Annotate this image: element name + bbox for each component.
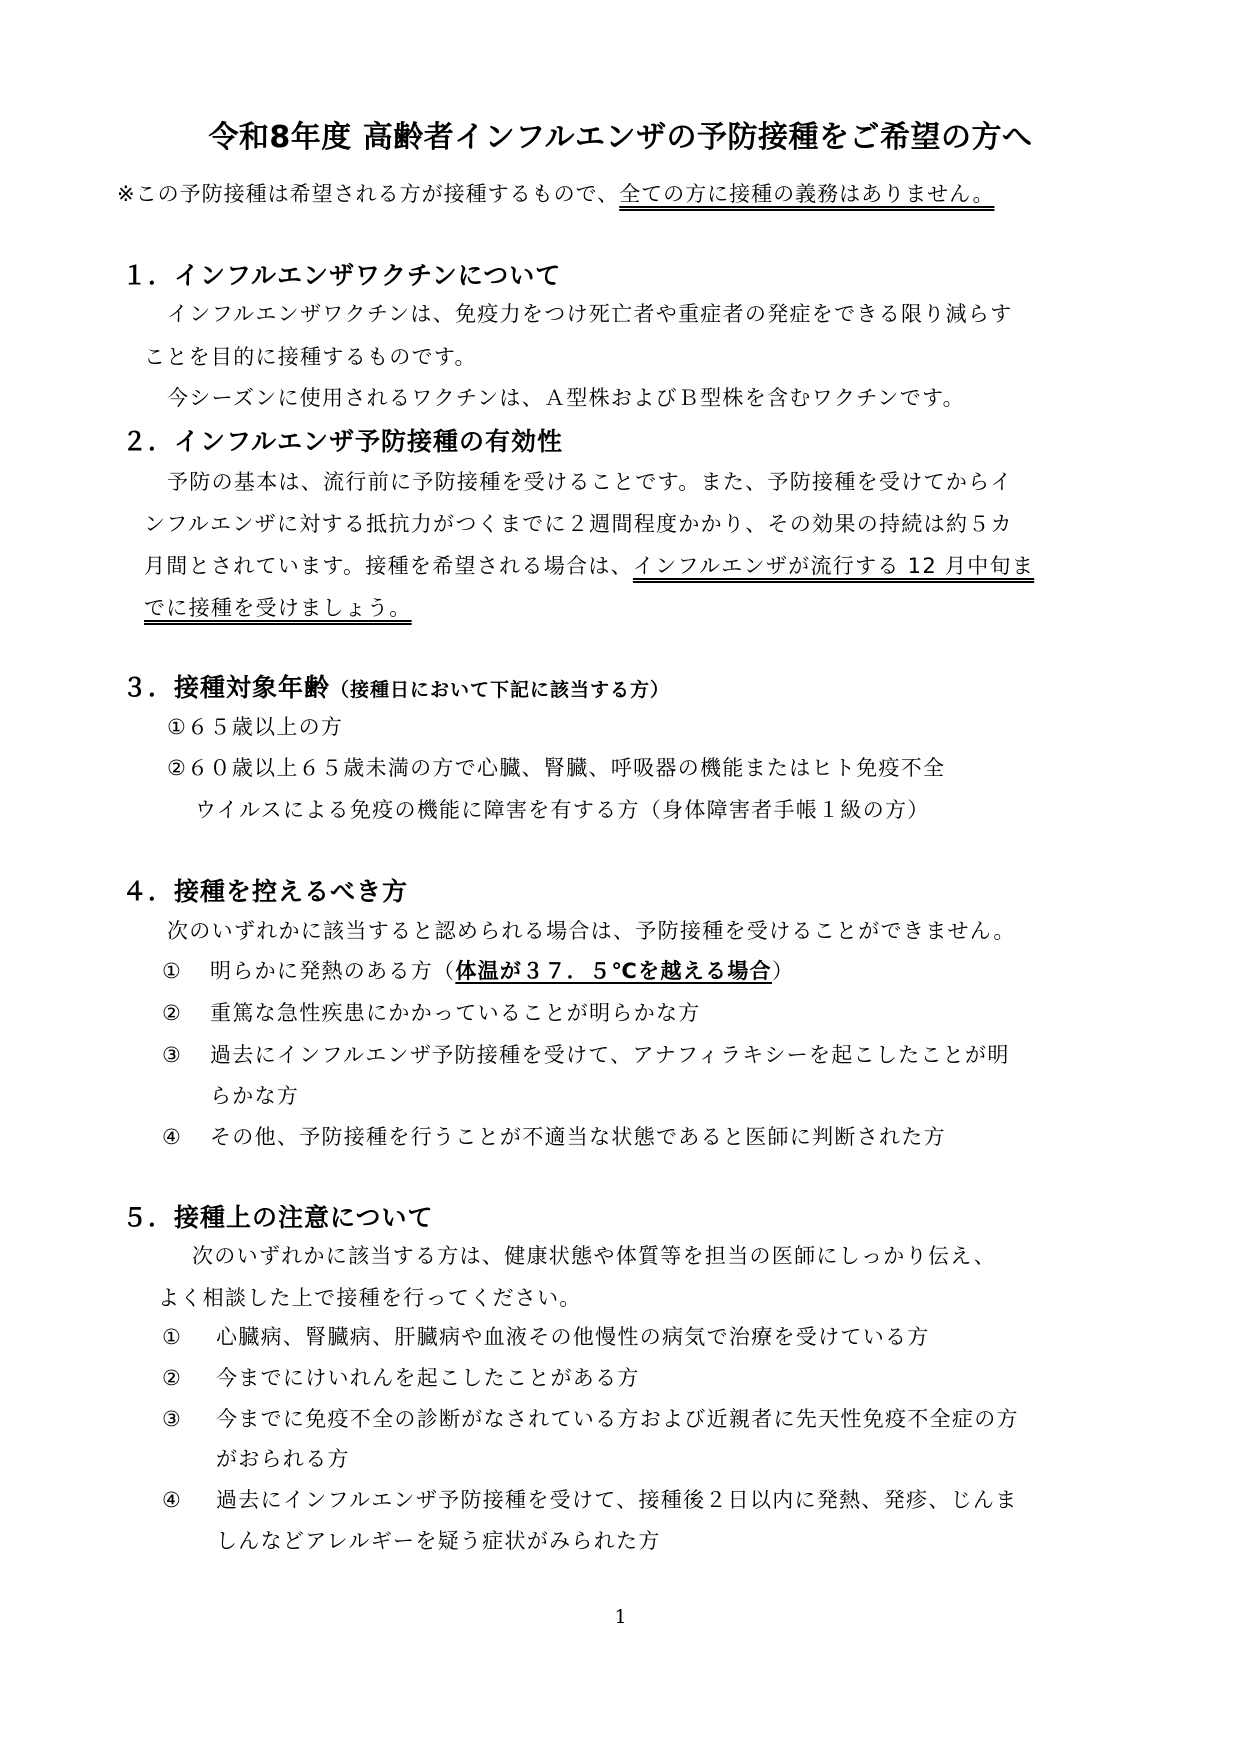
- list-item: ①６５歳以上の方: [167, 715, 344, 739]
- list-item-text: 心臓病、腎臓病、肝臓病や血液その他慢性の病気で治療を受けている方: [216, 1325, 930, 1349]
- list-item-continuation: らかな方: [210, 1084, 300, 1108]
- section-3-heading-main: ３．接種対象年齢: [122, 673, 331, 702]
- section-1-text: ことを目的に接種するものです。: [144, 345, 477, 369]
- list-item: [162, 1484, 1018, 1514]
- list-item-continuation: がおられる方: [216, 1447, 350, 1471]
- section-2-emphasis: インフルエンザが流行する 12 月中旬ま: [632, 554, 1035, 578]
- notice-emphasis: 全ての方に接種の義務はありません。: [619, 182, 995, 206]
- list-item-text: 過去にインフルエンザ予防接種を受けて、アナフィラキシーを起こしたことが明: [210, 1043, 1010, 1067]
- section-2-text: [144, 550, 1034, 580]
- list-item: [162, 1039, 1010, 1069]
- section-3-heading: [122, 668, 670, 704]
- section-1-text: 今シーズンに使用されるワクチンは、Ａ型株およびＢ型株を含むワクチンです。: [167, 386, 965, 410]
- section-1-heading: １．インフルエンザワクチンについて: [122, 261, 562, 290]
- list-item-number: ①: [162, 1325, 183, 1349]
- section-2-heading: ２．インフルエンザ予防接種の有効性: [122, 427, 564, 456]
- section-2-text: 予防の基本は、流行前に予防接種を受けることです。また、予防接種を受けてからイ: [167, 470, 1013, 494]
- list-item: [162, 1403, 1019, 1433]
- section-4-intro: 次のいずれかに該当すると認められる場合は、予防接種を受けることができません。: [167, 919, 1016, 943]
- list-item: [162, 1321, 930, 1351]
- list-item-number: ①: [162, 959, 183, 983]
- list-item: [162, 955, 794, 985]
- section-5-heading: ５．接種上の注意について: [122, 1203, 434, 1232]
- section-5-intro: よく相談した上で接種を行ってください。: [158, 1286, 582, 1310]
- list-item: ②６０歳以上６５歳未満の方で心臓、腎臓、呼吸器の機能またはヒト免疫不全: [167, 756, 946, 780]
- list-item-number: ②: [162, 1366, 183, 1390]
- notice: [117, 178, 994, 208]
- section-5-intro: 次のいずれかに該当する方は、健康状態や体質等を担当の医師にしっかり伝え、: [192, 1244, 997, 1268]
- list-item-text: 今までに免疫不全の診断がなされている方および近親者に先天性免疫不全症の方: [216, 1407, 1019, 1431]
- list-item-emphasis: 体温が３７．５℃を越える場合: [455, 959, 772, 983]
- list-item-text: ）: [771, 959, 795, 983]
- page-title: 令和8年度 高齢者インフルエンザの予防接種をご希望の方へ: [208, 120, 1033, 155]
- section-4-heading: ４．接種を控えるべき方: [122, 877, 409, 906]
- list-item-text: 過去にインフルエンザ予防接種を受けて、接種後２日以内に発熱、発疹、じんま: [216, 1488, 1018, 1512]
- list-item-continuation: ウイルスによる免疫の機能に障害を有する方（身体障害者手帳１級の方）: [195, 798, 930, 822]
- list-item-number: ④: [162, 1488, 183, 1512]
- section-2-emphasis: でに接種を受けましょう。: [144, 596, 412, 620]
- list-item: [162, 1121, 946, 1151]
- list-item-text: 重篤な急性疾患にかかっていることが明らかな方: [210, 1001, 701, 1025]
- list-item-text: その他、予防接種を行うことが不適当な状態であると医師に判断された方: [210, 1125, 946, 1149]
- list-item-number: ②: [162, 1001, 183, 1025]
- list-item-text: 明らかに発熱のある方（: [210, 959, 456, 983]
- list-item: [162, 1362, 640, 1392]
- list-item-number: ④: [162, 1125, 183, 1149]
- section-3-heading-sub: （接種日において下記に該当する方）: [330, 679, 671, 701]
- list-item-number: ③: [162, 1043, 183, 1067]
- section-2-text-plain: 月間とされています。接種を希望される場合は、: [144, 554, 633, 578]
- section-1-text: インフルエンザワクチンは、免疫力をつけ死亡者や重症者の発症をできる限り減らす: [167, 302, 1013, 326]
- list-item-number: ③: [162, 1407, 183, 1431]
- list-item: [162, 997, 701, 1027]
- section-2-text: ンフルエンザに対する抵抗力がつくまでに２週間程度かかり、その効果の持続は約５カ: [144, 512, 1013, 536]
- list-item-text: 今までにけいれんを起こしたことがある方: [216, 1366, 640, 1390]
- section-2-text: [144, 592, 412, 622]
- list-item-continuation: しんなどアレルギーを疑う症状がみられた方: [216, 1529, 661, 1553]
- page-number: 1: [614, 1606, 627, 1628]
- notice-prefix: ※この予防接種は希望される方が接種するもので、: [117, 182, 620, 206]
